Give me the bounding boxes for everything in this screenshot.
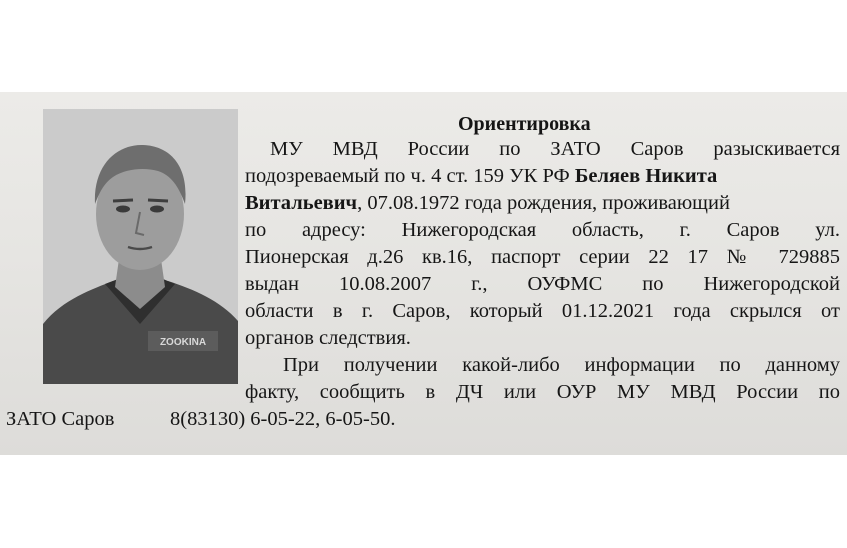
notice-line-7: области в г. Саров, который 01.12.2021 года скрылся от [245, 300, 840, 322]
suspect-name: Беляев Никита [574, 165, 718, 187]
notice-line-10: факту, сообщить в ДЧ или ОУР МУ МВД России по [245, 381, 840, 403]
notice-line-2 [245, 165, 840, 188]
footer-phones: 8(83130) 6-05-22, 6-05-50. [170, 408, 396, 430]
notice-line-6: выдан 10.08.2007 г., ОУФМС по Нижегородской [245, 273, 840, 295]
suspect-photo [43, 109, 238, 384]
notice-line-8: органов следствия. [245, 327, 411, 349]
document-sheet [0, 92, 847, 455]
notice-line-5: Пионерская д.26 кв.16, паспорт серии 22 17 № 729885 [245, 246, 840, 268]
notice-line-3-text: , 07.08.1972 года рождения, проживающий [357, 192, 730, 214]
suspect-patronymic: Витальевич [245, 192, 358, 214]
notice-line-3 [245, 192, 840, 215]
notice-title: Ориентировка [458, 113, 591, 135]
shirt-print-text: ZOOKINA [159, 337, 207, 348]
notice-line-9: При получении какой-либо информации по данному [283, 354, 840, 376]
footer-org: ЗАТО Саров [6, 408, 115, 430]
notice-line-1: МУ МВД России по ЗАТО Саров разыскивается [270, 138, 840, 160]
notice-line-4: по адресу: Нижегородская область, г. Саров ул. [245, 219, 840, 241]
notice-line-2-text: подозреваемый по ч. 4 ст. 159 УК РФ [245, 165, 575, 187]
